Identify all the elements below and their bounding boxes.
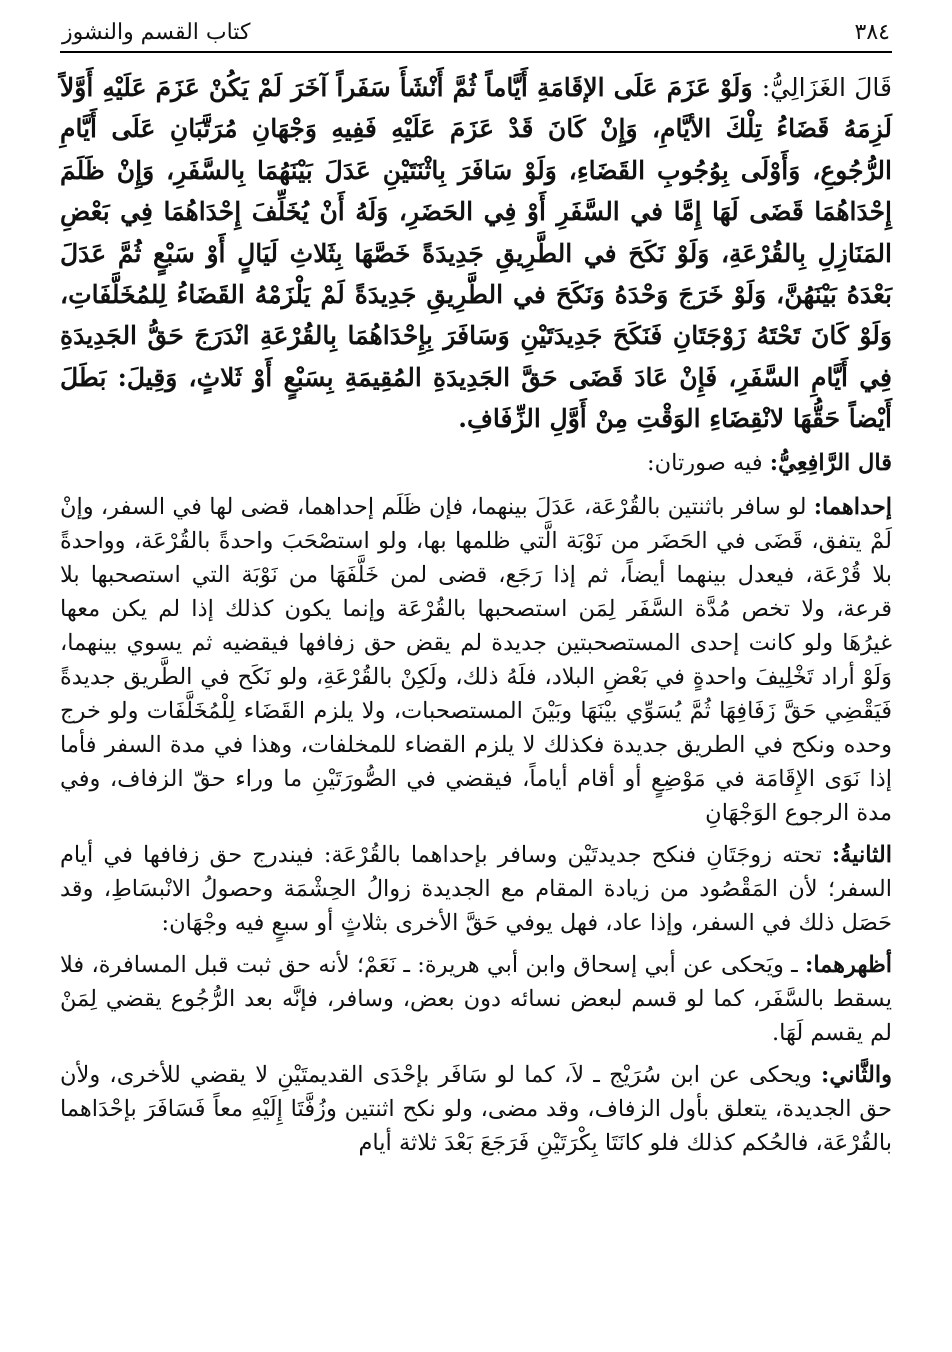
running-title: كتاب القسم والنشوز: [62, 20, 251, 45]
paragraph-text: تحته زوجَتَانِ فنكح جديدتَيْن وسافر بإحداهما بالقُرْعَة: فيندرج حق زفافها في أيام السفر؛ لأن المَقْصُود من زيادة المقام مع الجديدة زوالُ الحِشْمَة وحصولُ الانْبسَاطِ، وقد حَصَل ذلك في السفر، وإذا عاد، فهل يوفي حَقَّ الأخرى بثلاثٍ أو سبعٍ فيه وجْهَان:: [60, 841, 892, 936]
page-header: [60, 20, 892, 49]
commentary-intro: [60, 446, 892, 480]
paragraph-text: لو سافر باثنتين بالقُرْعَة، عَدَلَ بينهما، فإن ظَلَم إحداهما، قضى لها في السفر، وإنْ لَمْ يتفق، قَضَى في الحَضَر من نَوْبَة الَّتي ظلمها بها، ولو استصْحَبَ واحدةً بالقُرْعَة، وواحدةً بلا قُرْعَة، فيعدل بينهما أيضاً، ثم إذا رَجَع، قضى لمن خَلَّفَهَا من نَوْبَة التي استصحبها بلا قرعة، ولا تخص مُدَّة السَّفَر لِمَن استصحبها بالقُرْعَة وإنما يكون كذلك إذا لم يكن معها غيرُهَا ولو كانت إحدى المستصحبتين جديدة لم يقض حق زفافها فيقضيه ثم يسوي بينهما، وَلَوْ أراد تَخْلِيفَ واحدةٍ في بَعْضِ البلاد، فلَهُ ذلك، ولَكِنْ بالقُرْعَةِ، ولو نَكَح في الطَّريق جديدةً فَيَقْضِي حَقَّ زَفَافِهَا ثُمَّ يُسَوِّي بيْنَهَا وبَيْنَ المستصحبات، ولا يلزم القَضَاء لِلْمُخَلَّفَات ولو خرج وحده ونكح في الطريق جديدة فكذلك لا يلزم القضاء للمخلفات، وهذا في مدة السفر فأما إذا نَوَى الإِقَامَة في مَوْضِعٍ أو أقام أياماً، فيقضي في الصُّورَتَيْنِ ما وراء حقّ الزفاف، وفي مدة الرجوع الوَجْهَانِ: [60, 493, 892, 826]
matn-paragraph: [60, 67, 892, 440]
commentary-paragraph-1: [60, 490, 892, 830]
paragraph-lead: والثَّاني:: [821, 1061, 892, 1088]
paragraph-text: ويحكى عن ابن سُرَيْج ـ لاَ، كما لو سَافَر بإحْدَى القديمتَيْنِ لا يقضي للأخرى، ولأن حق الجديدة، يتعلق بأول الزفاف، وقد مضى، ولو نكح اثنتين وزُفَّتَا إِلَيْهِ معاً فَسَافَرَ بإحْدَاهما بالقُرْعَة، فالحُكم كذلك فلو كانَتَا بِكْرَتَيْنِ فَرَجَعَ بَعْدَ ثلاثة أيام: [60, 1061, 892, 1156]
commentary-paragraph-4: [60, 1058, 892, 1160]
paragraph-lead: الثانيةُ:: [831, 841, 892, 868]
matn-speaker: قَالَ الغَزَالِيُّ:: [761, 73, 893, 102]
book-page: [60, 20, 892, 1160]
intro-speaker: قال الرَّافِعِيُّ:: [769, 449, 892, 476]
header-divider: [60, 51, 892, 53]
paragraph-text: ـ ويَحكى عن أبي إسحاق وابن أبي هريرة: ـ نَعَمْ؛ لأنه حق ثبت قبل المسافرة، فلا يسقط بالسَّفَر، كما لو قسم لبعض نسائه دون بعض، وسافر، فإنَّه بعد الرُّجُوع يقضي لِمَنْ لم يقسم لَهَا.: [60, 951, 892, 1046]
paragraph-lead: أظهرهما:: [805, 951, 892, 978]
commentary-paragraph-3: [60, 948, 892, 1050]
page-number: ٣٨٤: [854, 20, 890, 45]
paragraph-lead: إحداهما:: [813, 493, 892, 520]
commentary-paragraph-2: [60, 838, 892, 940]
matn-text: وَلَوْ عَزَمَ عَلَى الإقَامَةِ أَيَّاماً ثُمَّ أَنْشَأَ سَفَراً آخَرَ لَمْ يَكُنْ عَزَمَ عَلَيْهِ أَوَّلاً لَزِمَهُ قَضَاءُ تِلْكَ الأيَّامِ، وَإِنْ كَانَ قَدْ عَزَمَ عَلَيْهِ فَفِيهِ وَجْهَانِ مُرَتَّبَانِ عَلَى أَيَّامِ الرُّجُوعِ، وَأَوْلَى بِوُجُوبِ القَضَاءِ، وَلَوْ سَافَرَ بِاثْنَتَيْنِ عَدَلَ بَيْنَهُمَا بِالسَّفَرِ، وَإِنْ ظَلَمَ إِحْدَاهُمَا قَضَى لَهَا إِمَّا في السَّفَرِ أَوْ فِي الحَضَرِ، وَلَهُ أَنْ يُخَلِّفَ إِحْدَاهُمَا فِي بَعْضِ المَنَازِلِ بِالقُرْعَةِ، وَلَوْ نَكَحَ في الطَّرِيقِ جَدِيدَةً خَصَّهَا بِثَلاثِ لَيَالٍ أَوْ سَبْعٍ ثُمَّ عَدَلَ بَعْدَهُ بَيْنَهُنَّ، وَلَوْ خَرَجَ وَحْدَهُ وَنَكَحَ في الطَّرِيقِ جَدِيدَةً لَمْ يَلْزَمْهُ القَضَاءُ لِلمُخَلَّفَاتِ، وَلَوْ كَانَ تَحْتَهُ زَوْجَتَانِ فَنَكَحَ جَدِيدَتَيْنِ وَسَافَرَ بِإِحْدَاهُمَا بِالقُرْعَةِ انْدَرَجَ حَقُّ الجَدِيدَةِ فِي أَيَّامِ السَّفَرِ، فَإِنْ عَادَ قَضَى حَقَّ الجَدِيدَةِ المُقِيمَةِ بِسَبْعٍ أَوْ ثَلاثٍ، وَقِيلَ: بَطَلَ أَيْضاً حَقُّهَا لانْقِضَاءِ الوَقْتِ مِنْ أَوَّلِ الزِّفَافِ.: [60, 73, 892, 434]
intro-text: فيه صورتان:: [647, 449, 763, 476]
